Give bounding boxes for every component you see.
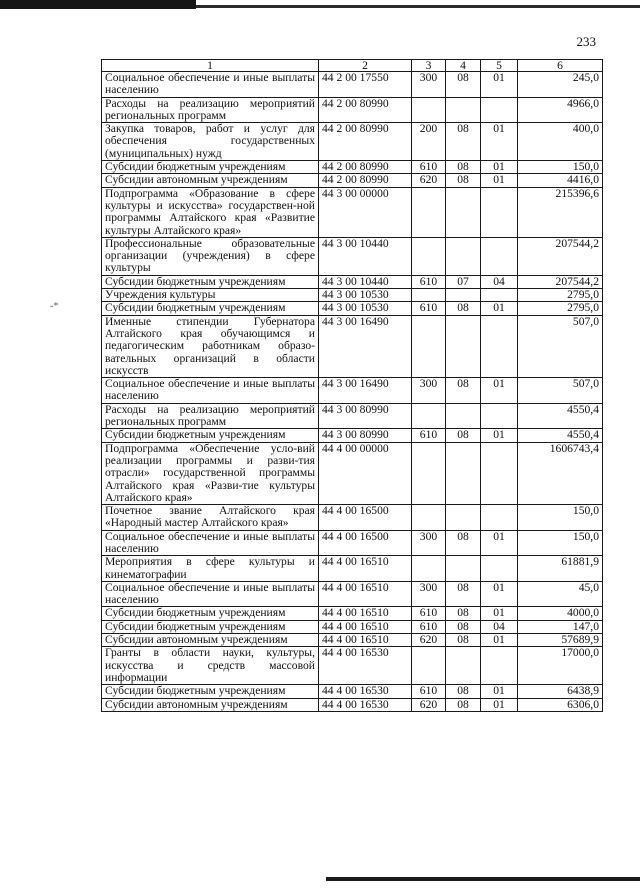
budget-table [101,59,603,712]
section [446,315,481,377]
section: 08 [446,698,481,711]
item-code: 44 2 00 80990 [319,174,412,187]
amount: 45,0 [518,581,603,607]
table-row [102,289,603,302]
expense-type: 300 [412,530,446,556]
amount: 4550,4 [518,403,603,429]
expense-type: 300 [412,72,446,98]
amount: 17000,0 [518,647,603,685]
amount: 4550,4 [518,429,603,442]
table-row [102,315,603,377]
expense-type [412,97,446,123]
amount: 57689,9 [518,634,603,647]
section [446,289,481,302]
expense-type [412,556,446,582]
subsection [481,442,518,504]
item-code: 44 3 00 00000 [319,187,412,237]
amount: 245,0 [518,72,603,98]
column-header: 4 [446,60,481,72]
item-code: 44 4 00 16530 [319,698,412,711]
subsection: 01 [481,607,518,620]
item-name: Субсидии бюджетным учреждениям [102,302,319,315]
item-code: 44 3 00 16490 [319,378,412,404]
item-code: 44 4 00 16530 [319,685,412,698]
section [446,403,481,429]
section [446,442,481,504]
subsection: 01 [481,123,518,161]
amount: 2795,0 [518,302,603,315]
item-name: Субсидии бюджетным учреждениям [102,275,319,288]
expense-type: 620 [412,698,446,711]
expense-type: 620 [412,634,446,647]
table-row [102,72,603,98]
table-row [102,505,603,531]
table-row [102,530,603,556]
table-row [102,302,603,315]
section: 08 [446,530,481,556]
item-code: 44 3 00 10440 [319,275,412,288]
item-name: Субсидии бюджетным учреждениям [102,429,319,442]
subsection: 01 [481,581,518,607]
section [446,505,481,531]
item-name: Субсидии бюджетным учреждениям [102,161,319,174]
item-name: Подпрограмма «Обеспечение усло-вий реализации программы и разви-тия отрасли» государственной программы Алтайского края «Разви-тие культуры Алтайского края» [102,442,319,504]
item-name: Социальное обеспечение и иные выплаты населению [102,378,319,404]
item-name: Социальное обеспечение и иные выплаты населению [102,530,319,556]
subsection: 01 [481,429,518,442]
section [446,187,481,237]
table-row [102,556,603,582]
expense-type: 610 [412,275,446,288]
expense-type: 300 [412,378,446,404]
item-name: Закупка товаров, работ и услуг для обеспечения государственных (муниципальных) нужд [102,123,319,161]
table-row [102,685,603,698]
amount: 207544,2 [518,275,603,288]
subsection [481,289,518,302]
table-row [102,378,603,404]
item-name: Социальное обеспечение и иные выплаты населению [102,581,319,607]
scan-line-bottom [326,877,640,881]
item-name: Подпрограмма «Образование в сфере культуры и искусства» государствен-ной программы Алтайского края «Развитие культуры Алтайского края» [102,187,319,237]
expense-type: 610 [412,302,446,315]
subsection: 04 [481,620,518,633]
item-code: 44 4 00 16510 [319,634,412,647]
section: 08 [446,72,481,98]
subsection: 01 [481,685,518,698]
item-code: 44 4 00 16530 [319,647,412,685]
section [446,647,481,685]
amount: 4000,0 [518,607,603,620]
table-row [102,174,603,187]
item-code: 44 2 00 17550 [319,72,412,98]
table-row [102,161,603,174]
column-header: 3 [412,60,446,72]
table-row [102,607,603,620]
table-row [102,97,603,123]
amount: 6306,0 [518,698,603,711]
table-row [102,442,603,504]
amount: 6438,9 [518,685,603,698]
subsection: 01 [481,72,518,98]
table-row [102,187,603,237]
section: 08 [446,634,481,647]
column-header: 1 [102,60,319,72]
subsection [481,97,518,123]
expense-type [412,315,446,377]
expense-type [412,237,446,275]
section: 08 [446,620,481,633]
amount: 4416,0 [518,174,603,187]
item-name: Социальное обеспечение и иные выплаты населению [102,72,319,98]
table-row [102,275,603,288]
expense-type [412,289,446,302]
amount: 2795,0 [518,289,603,302]
item-name: Гранты в области науки, культуры, искусства и средств массовой информации [102,647,319,685]
amount: 507,0 [518,315,603,377]
expense-type: 620 [412,174,446,187]
expense-type: 610 [412,161,446,174]
item-code: 44 3 00 10530 [319,302,412,315]
item-name: Субсидии автономным учреждениям [102,174,319,187]
section: 08 [446,607,481,620]
section: 08 [446,161,481,174]
expense-type: 200 [412,123,446,161]
table-row [102,237,603,275]
amount: 215396,6 [518,187,603,237]
section: 08 [446,302,481,315]
table-row [102,581,603,607]
expense-type [412,505,446,531]
section: 08 [446,123,481,161]
subsection: 01 [481,698,518,711]
section: 08 [446,685,481,698]
scan-line-top [196,5,640,8]
expense-type: 610 [412,685,446,698]
subsection: 01 [481,378,518,404]
column-header: 6 [518,60,603,72]
item-name: Расходы на реализацию мероприятий региональных программ [102,97,319,123]
item-code: 44 3 00 10440 [319,237,412,275]
item-code: 44 4 00 16500 [319,530,412,556]
subsection: 04 [481,275,518,288]
item-code: 44 4 00 16510 [319,620,412,633]
item-code: 44 2 00 80990 [319,97,412,123]
item-code: 44 3 00 16490 [319,315,412,377]
subsection [481,315,518,377]
expense-type [412,403,446,429]
item-name: Именные стипендии Губернатора Алтайского края обучающимся и педагогическим работникам образо-вательных организаций в области искусств [102,315,319,377]
subsection [481,237,518,275]
amount: 4966,0 [518,97,603,123]
amount: 61881,9 [518,556,603,582]
item-code: 44 4 00 00000 [319,442,412,504]
table-row [102,647,603,685]
subsection: 01 [481,634,518,647]
item-name: Субсидии автономным учреждениям [102,698,319,711]
item-name: Субсидии бюджетным учреждениям [102,685,319,698]
item-code: 44 4 00 16510 [319,556,412,582]
section [446,237,481,275]
table-row [102,620,603,633]
amount: 507,0 [518,378,603,404]
column-header: 5 [481,60,518,72]
expense-type [412,442,446,504]
subsection: 01 [481,161,518,174]
section [446,556,481,582]
page-number: 233 [576,34,596,49]
subsection [481,403,518,429]
margin-mark: -* [50,301,59,312]
amount: 1606743,4 [518,442,603,504]
subsection: 01 [481,302,518,315]
item-name: Субсидии бюджетным учреждениям [102,607,319,620]
amount: 150,0 [518,530,603,556]
amount: 147,0 [518,620,603,633]
item-name: Мероприятия в сфере культуры и кинематографии [102,556,319,582]
expense-type: 300 [412,581,446,607]
section: 08 [446,429,481,442]
expense-type [412,187,446,237]
item-code: 44 2 00 80990 [319,161,412,174]
expense-type: 610 [412,607,446,620]
item-code: 44 3 00 10530 [319,289,412,302]
subsection: 01 [481,174,518,187]
section: 07 [446,275,481,288]
subsection [481,556,518,582]
item-code: 44 4 00 16500 [319,505,412,531]
column-header: 2 [319,60,412,72]
item-code: 44 3 00 80990 [319,429,412,442]
item-name: Расходы на реализацию мероприятий региональных программ [102,403,319,429]
section: 08 [446,581,481,607]
expense-type: 610 [412,620,446,633]
subsection [481,505,518,531]
section: 08 [446,378,481,404]
scan-border-top [0,0,196,9]
item-name: Учреждения культуры [102,289,319,302]
subsection [481,187,518,237]
table-row [102,698,603,711]
expense-type [412,647,446,685]
table-row [102,634,603,647]
item-name: Почетное звание Алтайского края «Народный мастер Алтайского края» [102,505,319,531]
table-row [102,429,603,442]
amount: 150,0 [518,505,603,531]
item-name: Профессиональные образовательные организации (учреждения) в сфере культуры [102,237,319,275]
item-name: Субсидии бюджетным учреждениям [102,620,319,633]
item-code: 44 2 00 80990 [319,123,412,161]
table-row [102,403,603,429]
section [446,97,481,123]
amount: 400,0 [518,123,603,161]
amount: 207544,2 [518,237,603,275]
amount: 150,0 [518,161,603,174]
item-code: 44 4 00 16510 [319,581,412,607]
expense-type: 610 [412,429,446,442]
section: 08 [446,174,481,187]
subsection [481,647,518,685]
item-code: 44 3 00 80990 [319,403,412,429]
item-code: 44 4 00 16510 [319,607,412,620]
subsection: 01 [481,530,518,556]
table-header-row [102,60,603,72]
item-name: Субсидии автономным учреждениям [102,634,319,647]
table-row [102,123,603,161]
